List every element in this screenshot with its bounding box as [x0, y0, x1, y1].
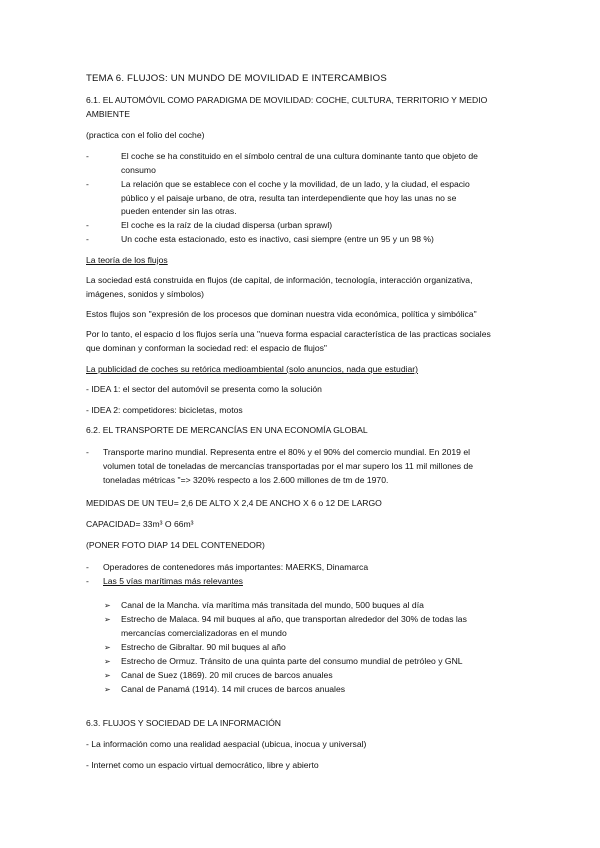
via-5: Canal de Suez (1869). 20 mil cruces de barcos anuales — [121, 670, 333, 680]
bullet-2-line3: pueden entender sin las otras. — [121, 206, 237, 216]
practice-note: (practica con el folio del coche) — [86, 130, 205, 140]
via-1: Canal de la Mancha. vía marítima más transitada del mundo, 500 buques al día — [121, 600, 424, 610]
via-2-line2: mercancías comercializadoras en el mundo — [121, 628, 287, 638]
dash-bullet: - — [86, 220, 89, 230]
flujos-p1-line1: La sociedad está construida en flujos (de capital, de información, tecnología, interacción organizativa, — [86, 275, 473, 285]
dash-bullet: - — [86, 179, 89, 189]
arrow-bullet-icon: ➢ — [104, 643, 111, 652]
bullet-2-line1: La relación que se establece con el coche y la movilidad, de un lado, y la ciudad, el espacio — [121, 179, 470, 189]
arrow-bullet-icon: ➢ — [104, 685, 111, 694]
via-3: Estrecho de Gibraltar. 90 mil buques al año — [121, 642, 286, 652]
flujos-heading: La teoría de los flujos — [86, 255, 168, 265]
dash-bullet: - — [86, 562, 89, 572]
section-6-2-heading: 6.2. EL TRANSPORTE DE MERCANCÍAS EN UNA ECONOMÍA GLOBAL — [86, 425, 368, 435]
via-4: Estrecho de Ormuz. Tránsito de una quinta parte del consumo mundial de petróleo y GNL — [121, 656, 463, 666]
section-6-3-heading: 6.3. FLUJOS Y SOCIEDAD DE LA INFORMACIÓN — [86, 718, 281, 728]
bullet-2-line2: público y el paisaje urbano, de otra, resulta tan interdependiente que hoy las unas no se — [121, 193, 457, 203]
idea-2: - IDEA 2: competidores: bicicletas, motos — [86, 405, 243, 415]
flujos-p3-line1: Por lo tanto, el espacio d los flujos sería una "nueva forma espacial característica de las practicas sociales — [86, 329, 491, 339]
arrow-bullet-icon: ➢ — [104, 671, 111, 680]
dash-bullet: - — [86, 447, 89, 457]
flujos-p3-line2: que dominan y conforman la sociedad red: el espacio de flujos" — [86, 343, 327, 353]
transporte-line3: toneladas métricas "=> 320% respecto a los 2.600 millones de tm de 1970. — [103, 475, 389, 485]
vias-heading: Las 5 vías marítimas más relevantes — [103, 576, 243, 586]
arrow-bullet-icon: ➢ — [104, 615, 111, 624]
dash-bullet: - — [86, 234, 89, 244]
arrow-bullet-icon: ➢ — [104, 657, 111, 666]
flujos-p2: Estos flujos son "expresión de los procesos que dominan nuestra vida económica, política y simbólica" — [86, 309, 477, 319]
poner-foto-note: (PONER FOTO DIAP 14 DEL CONTENEDOR) — [86, 540, 265, 550]
bullet-3-line1: El coche es la raíz de la ciudad dispersa (urban sprawl) — [121, 220, 333, 230]
bullet-4-line1: Un coche esta estacionado, esto es inactivo, casi siempre (entre un 95 y un 98 %) — [121, 234, 434, 244]
transporte-line1: Transporte marino mundial. Representa entre el 80% y el 90% del comercio mundial. En 2019 el — [103, 447, 471, 457]
publicidad-heading: La publicidad de coches su retórica medioambiental (solo anuncios, nada que estudiar) — [86, 364, 419, 374]
document-title: TEMA 6. FLUJOS: UN MUNDO DE MOVILIDAD E INTERCAMBIOS — [86, 73, 387, 84]
medidas-teu: MEDIDAS DE UN TEU= 2,6 DE ALTO X 2,4 DE ANCHO X 6 o 12 DE LARGO — [86, 498, 382, 508]
bullet-1-line1: El coche se ha constituido en el símbolo central de una cultura dominante tanto que objeto de — [121, 151, 478, 161]
operadores: Operadores de contenedores más importantes: MAERKS, Dinamarca — [103, 562, 369, 572]
via-2-line1: Estrecho de Malaca. 94 mil buques al año, que transportan alrededor del 30% de todas las — [121, 614, 467, 624]
flujos-p1-line2: imágenes, sonidos y símbolos) — [86, 289, 204, 299]
idea-1: - IDEA 1: el sector del automóvil se presenta como la solución — [86, 384, 322, 394]
transporte-line2: volumen total de toneladas de mercancías transportadas por el mar supero los 11 mil millones de — [103, 461, 474, 471]
dash-bullet: - — [86, 576, 89, 586]
via-6: Canal de Panamá (1914). 14 mil cruces de barcos anuales — [121, 684, 346, 694]
section-6-1-heading-line1: 6.1. EL AUTOMÓVIL COMO PARADIGMA DE MOVILIDAD: COCHE, CULTURA, TERRITORIO Y MEDIO — [86, 95, 488, 105]
info-line1: - La información como una realidad aespacial (ubicua, inocua y universal) — [86, 739, 367, 749]
bullet-1-line2: consumo — [121, 165, 156, 175]
section-6-1-heading-line2: AMBIENTE — [86, 109, 130, 119]
dash-bullet: - — [86, 151, 89, 161]
capacidad: CAPACIDAD= 33m³ O 66m³ — [86, 519, 194, 529]
arrow-bullet-icon: ➢ — [104, 601, 111, 610]
info-line2: - Internet como un espacio virtual democrático, libre y abierto — [86, 760, 319, 770]
